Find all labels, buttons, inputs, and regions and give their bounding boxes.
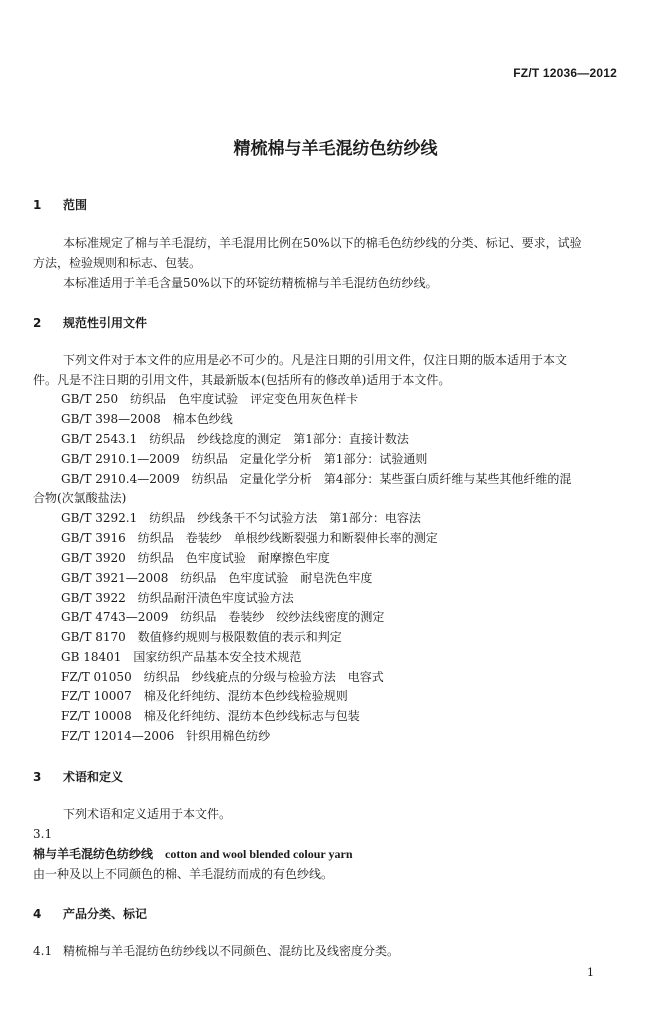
reference-item: FZ/T 12014—2006 针织用棉色纺纱: [61, 729, 271, 743]
section-2-heading: [33, 314, 147, 331]
page-number: 1: [587, 966, 594, 979]
reference-item: GB/T 3921—2008 纺织品 色牢度试验 耐皂洗色牢度: [61, 571, 373, 585]
section-3-heading: [33, 768, 123, 785]
paragraph-line: 下列术语和定义适用于本文件。: [63, 807, 232, 821]
section-title: 规范性引用文件: [63, 316, 148, 330]
section-number: 4: [33, 907, 42, 921]
paragraph-line: 本标准规定了棉与羊毛混纺，羊毛混用比例在50%以下的棉毛色纺纱线的分类、标记、要求，试验: [63, 236, 582, 250]
reference-item: GB/T 3920 纺织品 色牢度试验 耐摩擦色牢度: [61, 551, 330, 565]
section-number: 1: [33, 198, 42, 212]
reference-item: GB/T 398—2008 棉本色纱线: [61, 412, 233, 426]
reference-item: FZ/T 01050 纺织品 纱线疵点的分级与检验方法 电容式: [61, 670, 384, 684]
clause-text: 精梳棉与羊毛混纺色纺纱线以不同颜色、混纺比及线密度分类。: [63, 944, 400, 958]
reference-item: GB/T 2543.1 纺织品 纱线捻度的测定 第1部分：直接计数法: [61, 432, 409, 446]
reference-item: FZ/T 10008 棉及化纤纯纺、混纺本色纱线标志与包装: [61, 709, 360, 723]
clause-4-1: [33, 943, 399, 959]
section-1-heading: [33, 196, 87, 213]
term-definition: 由一种及以上不同颜色的棉、羊毛混纺而成的有色纱线。: [33, 867, 334, 881]
term-entry: [33, 846, 353, 862]
section-title: 术语和定义: [63, 770, 124, 784]
reference-item: GB/T 250 纺织品 色牢度试验 评定变色用灰色样卡: [61, 392, 359, 406]
reference-item: GB/T 3916 纺织品 卷装纱 单根纱线断裂强力和断裂伸长率的测定: [61, 531, 438, 545]
section-title: 范围: [63, 198, 88, 212]
paragraph-line: 方法，检验规则和标志、包装。: [33, 256, 202, 270]
reference-item: FZ/T 10007 棉及化纤纯纺、混纺本色纱线检验规则: [61, 689, 348, 703]
reference-item: GB/T 3922 纺织品耐汗渍色牢度试验方法: [61, 591, 294, 605]
paragraph-line: 下列文件对于本文件的应用是必不可少的。凡是注日期的引用文件，仅注日期的版本适用于本文: [63, 353, 568, 367]
clause-number: 4.1: [33, 944, 53, 958]
paragraph-line: 本标准适用于羊毛含量50%以下的环锭纺精梳棉与羊毛混纺色纺纱线。: [63, 276, 438, 290]
reference-item: GB/T 2910.4—2009 纺织品 定量化学分析 第4部分：某些蛋白质纤维与某些其他纤维的混: [61, 472, 572, 486]
document-title: 精梳棉与羊毛混纺色纺纱线: [233, 139, 438, 159]
section-number: 3: [33, 770, 42, 784]
reference-item: GB/T 2910.1—2009 纺织品 定量化学分析 第1部分：试验通则: [61, 452, 428, 466]
reference-item: GB/T 3292.1 纺织品 纱线条干不匀试验方法 第1部分：电容法: [61, 511, 421, 525]
standard-code: FZ/T 12036—2012: [513, 66, 617, 80]
section-4-heading: [33, 905, 147, 922]
paragraph-line: 件。凡是不注日期的引用文件，其最新版本(包括所有的修改单)适用于本文件。: [33, 373, 451, 387]
reference-item: GB/T 4743—2009 纺织品 卷装纱 绞纱法线密度的测定: [61, 610, 385, 624]
reference-item: GB 18401 国家纺织产品基本安全技术规范: [61, 650, 302, 664]
reference-item-continuation: 合物(次氯酸盐法): [33, 491, 127, 505]
section-title: 产品分类、标记: [63, 907, 148, 921]
term-chinese: 棉与羊毛混纺色纺纱线: [33, 847, 154, 861]
reference-item: GB/T 8170 数值修约规则与极限数值的表示和判定: [61, 630, 342, 644]
section-number: 2: [33, 316, 42, 330]
term-english: cotton and wool blended colour yarn: [165, 847, 353, 861]
term-number: 3.1: [33, 827, 53, 841]
